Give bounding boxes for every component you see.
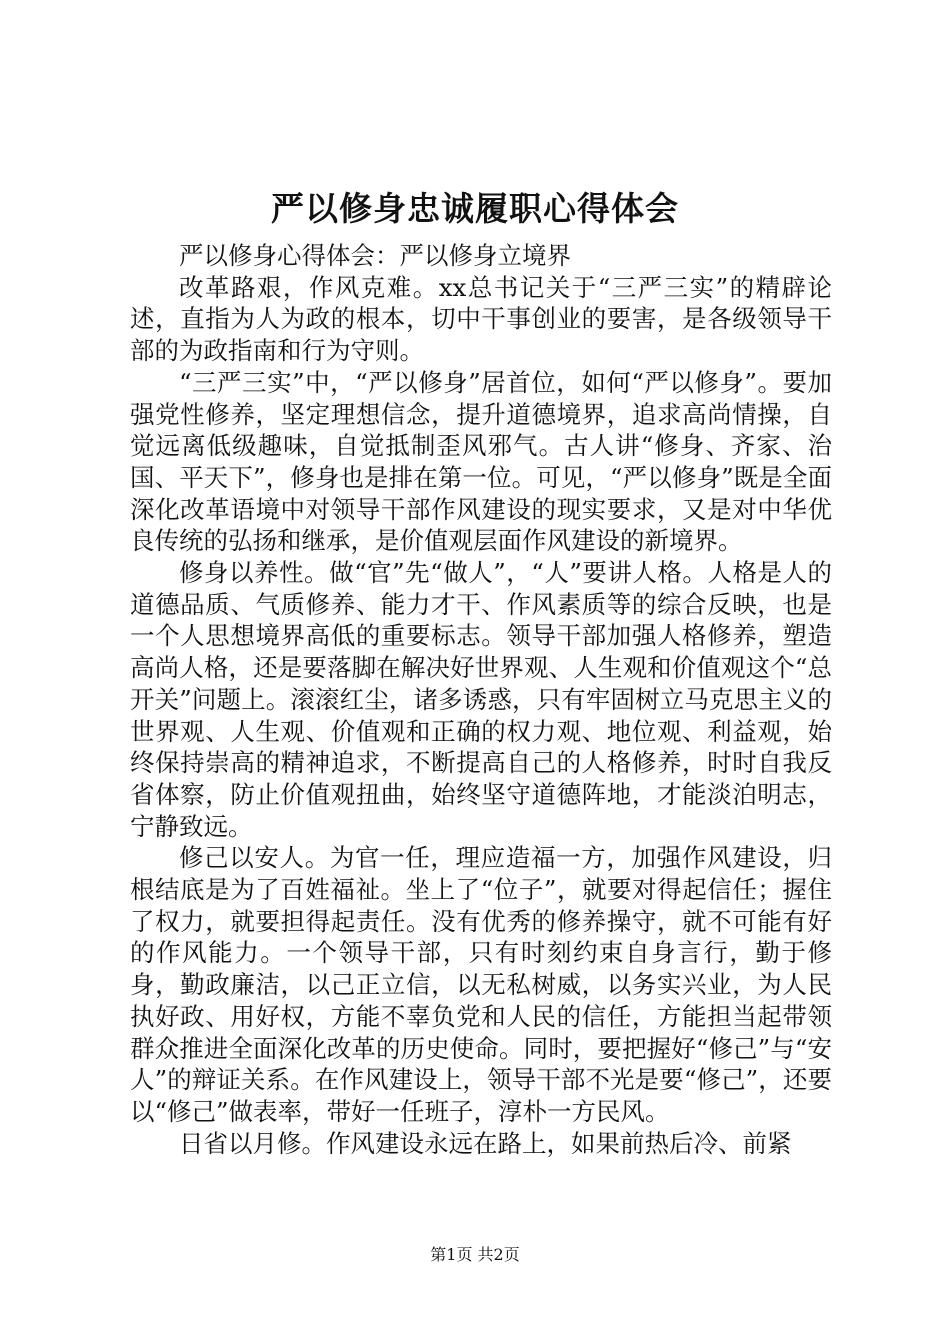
paragraph: “三严三实”中，“严以修身”居首位，如何“严以修身”。要加强党性修养，坚定理想信念，提升道德境界，追求高尚情操，自觉远离低级趣味，自觉抵制歪风邪气。古人讲“修身、齐家、治国、平天下”，修身也是排在第一位。可见，“严以修身”既是全面深化改革语境中对领导干部作风建设的现实要求，又是对中华优良传统的弘扬和继承，是价值观层面作风建设的新境界。 (130, 367, 832, 556)
page-footer: 第1页 共2页 (430, 1245, 520, 1264)
paragraph: 改革路艰，作风克难。xx总书记关于“三严三实”的精辟论述，直指为人为政的根本，切中干事创业的要害，是各级领导干部的为政指南和行为守则。 (130, 272, 832, 366)
document-title: 严以修身忠诚履职心得体会 (271, 189, 679, 228)
paragraph: 修己以安人。为官一任，理应造福一方，加强作风建设，归根结底是为了百姓福祉。坐上了“位子”，就要对得起信任；握住了权力，就要担得起责任。没有优秀的修养操守，就不可能有好的作风能力。一个领导干部，只有时刻约束自身言行，勤于修身，勤政廉洁，以己正立信，以无私树威，以务实兴业，为人民执好政、用好权，方能不辜负党和人民的信任，方能担当起带领群众推进全面深化改革的历史使命。同时，要把握好“修己”与“安人”的辩证关系。在作风建设上，领导干部不光是要“修己”，还要以“修己”做表率，带好一任班子，淳朴一方民风。 (130, 843, 832, 1126)
document-body (130, 240, 832, 1159)
paragraph: 修身以养性。做“官”先“做人”，“人”要讲人格。人格是人的道德品质、气质修养、能力才干、作风素质等的综合反映，也是一个人思想境界高低的重要标志。领导干部加强人格修养，塑造高尚人格，还是要落脚在解决好世界观、人生观和价值观这个“总开关”问题上。滚滚红尘，诸多诱惑，只有牢固树立马克思主义的世界观、人生观、价值观和正确的权力观、地位观、利益观，始终保持崇高的精神追求，不断提高自己的人格修养，时时自我反省体察，防止价值观扭曲，始终坚守道德阵地，才能淡泊明志，宁静致远。 (130, 558, 832, 841)
paragraph: 日省以月修。作风建设永远在路上，如果前热后冷、前紧 (179, 1128, 792, 1158)
paragraph-subtitle: 严以修身心得体会：严以修身立境界 (179, 241, 571, 270)
